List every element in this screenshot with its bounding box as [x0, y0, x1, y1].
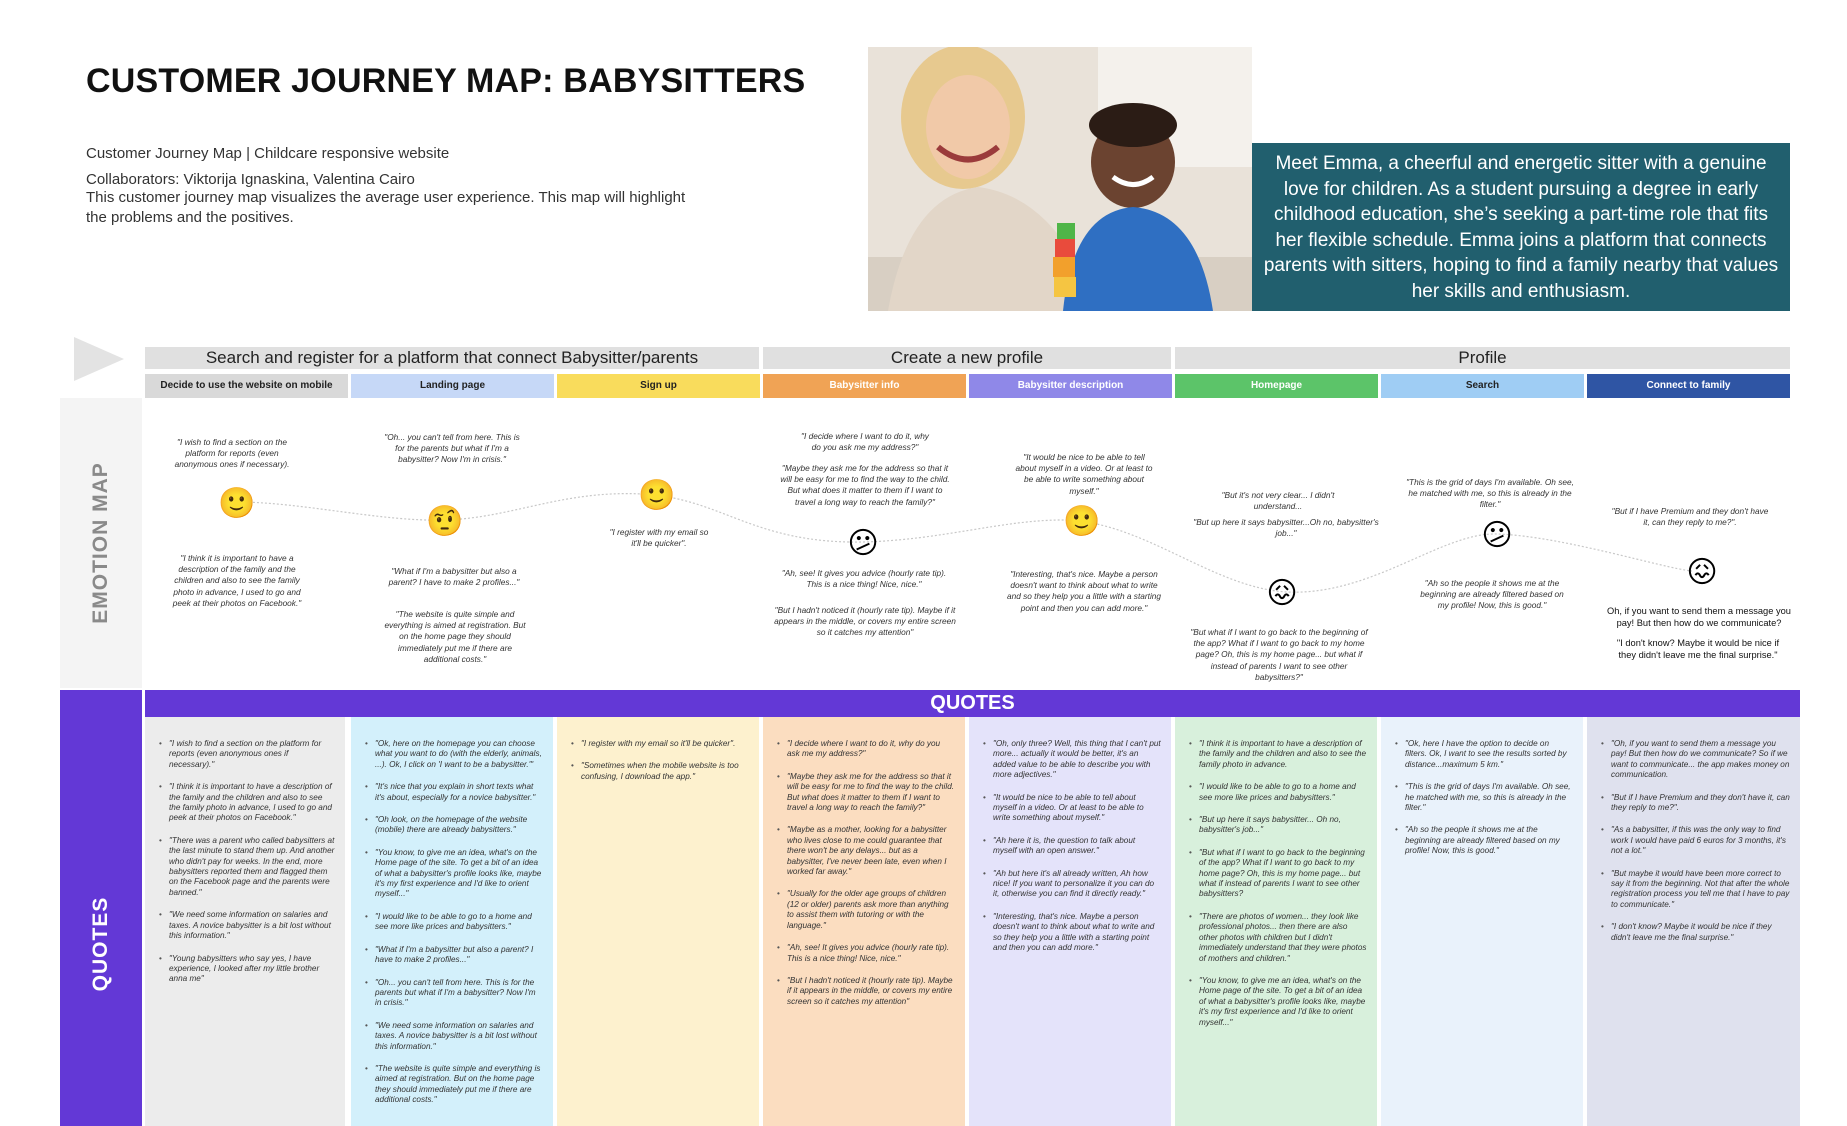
stage-search-register: Search and register for a platform that connect Babysitter/parents — [145, 347, 759, 369]
emotion-note: "It would be nice to be able to tell about myself in a video. Or at least to be able to write something about myself." — [1015, 452, 1153, 496]
quote-item: • "Interesting, that's nice. Maybe a person doesn't want to think about what to write and so they help you a little with a starting point and then you can add more." — [983, 912, 1161, 954]
quote-item: • "What if I'm a babysitter but also a parent? I have to make 2 profiles..." — [365, 945, 543, 966]
quote-item: • "I would like to be able to go to a home and see more like prices and babysitters." — [365, 912, 543, 933]
emotion-note: "Ah so the people it shows me at the beginning are already filtered based on my profile! Now, this is good." — [1420, 578, 1564, 611]
emotion-note: "This is the grid of days I'm available. Oh see, he matched with me, so this is already in the filter." — [1406, 477, 1574, 510]
quote-list — [1395, 739, 1573, 857]
quote-item: • "Oh, if you want to send them a message you pay! But then how do we communicate? So if we want to communicate... the app makes money on communication. — [1601, 739, 1790, 781]
quote-column-3 — [557, 717, 759, 1126]
quote-column-1 — [145, 717, 345, 1126]
emotion-face-confused-icon: 😕 — [847, 526, 879, 561]
quote-item: • "There are photos of women... they look like professional photos... then there are also other photos with children but I didn't immediately understand that they were photos of mothers and children." — [1189, 912, 1367, 964]
stage-profile: Profile — [1175, 347, 1790, 369]
quote-item: • "Ok, here on the homepage you can choose what you want to do (with the elderly, animals, ...). Ok, I click on 'I want to be a babysitter.'" — [365, 739, 543, 770]
collaborators: Collaborators: Viktorija Ignaskina, Valentina Cairo — [86, 171, 415, 188]
quote-item: • "Usually for the older age groups of children (12 or older) parents ask more than anything to assist them with tutoring or with the language." — [777, 889, 955, 931]
step-5: Babysitter description — [969, 374, 1172, 398]
quote-item: • "You know, to give me an idea, what's on the Home page of the site. To get a bit of an idea of what a babysitter's profile looks like, maybe it's my first experience and I'd like to orient myself..." — [1189, 976, 1367, 1028]
quote-item: • "But I hadn't noticed it (hourly rate tip). Maybe if it appears in the middle, or covers my entire screen so it catches my attention" — [777, 976, 955, 1007]
emotion-note: "I register with my email so it'll be quicker". — [609, 527, 709, 549]
quote-column-7 — [1381, 717, 1583, 1126]
emotion-face-frustrated-icon: 😖 — [1686, 555, 1718, 590]
quote-item: • "It's nice that you explain in short texts what it's about, especially for a novice babysitter." — [365, 782, 543, 803]
quote-item: • "This is the grid of days I'm available. Oh see, he matched with me, so this is already in the filter." — [1395, 782, 1573, 813]
quote-item: • "Ah so the people it shows me at the beginning are already filtered based on my profile! Now, this is good." — [1395, 825, 1573, 856]
quote-column-5 — [969, 717, 1171, 1126]
emotion-face-confused-icon: 😕 — [1481, 518, 1513, 553]
step-7: Search — [1381, 374, 1584, 398]
stage-create-profile: Create a new profile — [763, 347, 1171, 369]
photo-illustration — [868, 47, 1252, 311]
quote-list — [777, 739, 955, 1007]
quote-item: • "As a babysitter, if this was the only way to find work I would have paid 6 euros for 3 months, it's not a lot." — [1601, 825, 1790, 856]
quote-column-2 — [351, 717, 553, 1126]
page-subtitle: Customer Journey Map | Childcare responsive website — [86, 145, 450, 162]
quote-item: • "You know, to give me an idea, what's on the Home page of the site. To get a bit of an idea of what a babysitter's profile looks like, maybe it's my first experience and I'd like to orient myself..." — [365, 848, 543, 900]
quote-item: • "Ah, see! It gives you advice (hourly rate tip). This is a nice thing! Nice, nice." — [777, 943, 955, 964]
page-title: CUSTOMER JOURNEY MAP: BABYSITTERS — [86, 62, 806, 100]
quote-item: • "We need some information on salaries and taxes. A novice babysitter is a bit lost without this information." — [159, 910, 335, 941]
quote-item: • "Maybe they ask me for the address so that it will be easy for me to find the way to the child. But what does it matter to them if I want to travel a long way to reach the family?" — [777, 772, 955, 814]
emotion-note: "I think it is important to have a description of the family and the children and also to see the family photo in advance, I used to go and peek at their photos on Facebook." — [172, 553, 302, 608]
quote-item: • "Oh, only three? Well, this thing that I can't put more... actually it would be better, it's an added value to be able to describe you with more adjectives." — [983, 739, 1161, 781]
emotion-face-frustrated-icon: 😖 — [1266, 576, 1298, 611]
emotion-note: "But what if I want to go back to the beginning of the app? What if I want to go back to my home page? Oh, this is my home page... but what if instead of parents I want to see other babysitters?" — [1190, 627, 1368, 682]
step-4: Babysitter info — [763, 374, 966, 398]
quote-list — [983, 739, 1161, 954]
quote-item: • "Ok, here I have the option to decide on filters. Ok, I want to see the results sorted by distance...maximum 5 km." — [1395, 739, 1573, 770]
emotion-face-smile-icon: 🙂 — [218, 486, 256, 521]
quote-item: • "Oh... you can't tell from here. This is for the parents but what if I'm a babysitter? Now I'm in crisis." — [365, 978, 543, 1009]
emotion-note: "I don't know? Maybe it would be nice if they didn't leave me the final surprise." — [1616, 638, 1780, 660]
step-1: Decide to use the website on mobile — [145, 374, 348, 398]
quote-item: • "I register with my email so it'll be quicker". — [571, 739, 749, 749]
journey-arrow-icon — [74, 337, 124, 381]
emotion-face-smile-icon: 🙂 — [1063, 504, 1101, 539]
quote-list — [571, 739, 749, 782]
step-2: Landing page — [351, 374, 554, 398]
quote-item: • "Ah but here it's all already written, Ah how nice! If you want to personalize it you can do it, otherwise you can find it directly ready." — [983, 869, 1161, 900]
step-3: Sign up — [557, 374, 760, 398]
emotion-note: "Interesting, that's nice. Maybe a person doesn't want to think about what to write and so they help you a little with a starting point and then you can add more." — [1006, 569, 1162, 613]
quote-item: • "But what if I want to go back to the beginning of the app? What if I want to go back to my home page? Oh, this is my home page... but what if instead of parents I want to see other babysitters? — [1189, 848, 1367, 900]
emotion-note: "But up here it says babysitter...Oh no, babysitter's job..." — [1193, 517, 1379, 539]
quote-item: • "There was a parent who called babysitters at the last minute to stand them up. And another who didn't pay for weeks. In the end, more babysitters reported them and flagged them on the Facebook page and the parents were banned." — [159, 836, 335, 898]
quote-item: • "We need some information on salaries and taxes. A novice babysitter is a bit lost without this information." — [365, 1021, 543, 1052]
emotion-note: "I decide where I want to do it, why do you ask me my address?" — [801, 431, 929, 453]
quote-item: • "Sometimes when the mobile website is too confusing, I download the app." — [571, 761, 749, 782]
quote-list — [1189, 739, 1367, 1028]
quote-item: • "Young babysitters who say yes, I have experience, I looked after my little brother anna me" — [159, 954, 335, 985]
quotes-header: QUOTES — [145, 690, 1800, 717]
quote-list — [159, 739, 335, 985]
persona-description: Meet Emma, a cheerful and energetic sitter with a genuine love for children. As a student pursuing a degree in early childhood education, she’s seeking a part-time role that fits her flexible schedule. Emma joins a platform that connects parents with sitters, hoping to find a family nearby that values her skills and enthusiasm. — [1252, 143, 1790, 311]
emotion-note: "Oh... you can't tell from here. This is for the parents but what if I'm a babysitter? Now I'm in crisis." — [384, 432, 520, 465]
quote-column-4 — [763, 717, 965, 1126]
emotion-note: "But I hadn't noticed it (hourly rate tip). Maybe if it appears in the middle, or covers my entire screen so it catches my attention" — [774, 605, 956, 638]
quote-item: • "But if I have Premium and they don't have it, can they reply to me?". — [1601, 793, 1790, 814]
quote-column-6 — [1175, 717, 1377, 1126]
emotion-note: "The website is quite simple and everything is aimed at registration. But on the home page they should immediately put me if there are additional costs." — [384, 609, 526, 664]
emotion-note: "What if I'm a babysitter but also a parent? I have to make 2 profiles..." — [388, 566, 520, 588]
quote-item: • "I think it is important to have a description of the family and the children and also to see the family photo in advance, I used to go and peek at their photos on Facebook." — [159, 782, 335, 824]
step-8: Connect to family — [1587, 374, 1790, 398]
quote-item: • "But up here it says babysitter... Oh no, babysitter's job..." — [1189, 815, 1367, 836]
quote-item: • "But maybe it would have been more correct to say it from the beginning. Not that after the whole registration process you tell me that I have to pay to communicate." — [1601, 869, 1790, 911]
emotion-face-raised-eyebrow-icon: 🤨 — [426, 504, 464, 539]
quote-list — [1601, 739, 1790, 943]
quote-item: • "I don't know? Maybe it would be nice if they didn't leave me the final surprise." — [1601, 922, 1790, 943]
emotion-face-smile-icon: 🙂 — [638, 478, 676, 513]
quote-item: • "Oh look, on the homepage of the website (mobile) there are already babysitters." — [365, 815, 543, 836]
quote-item: • "It would be nice to be able to tell about myself in a video. Or at least to be able to write something about myself." — [983, 793, 1161, 824]
quote-item: • "I wish to find a section on the platform for reports (even anonymous ones if necessary)." — [159, 739, 335, 770]
emotion-note: "I wish to find a section on the platform for reports (even anonymous ones if necessary). — [174, 437, 290, 470]
emotion-note: "Ah, see! It gives you advice (hourly rate tip). This is a nice thing! Nice, nice." — [781, 568, 947, 590]
emotion-note: "Maybe they ask me for the address so that it will be easy for me to find the way to the child. But what does it matter to them if I want to travel a long way to reach the family?" — [780, 463, 950, 507]
step-6: Homepage — [1175, 374, 1378, 398]
quote-item: • "The website is quite simple and everything is aimed at registration. But on the home page they should immediately put me if there are additional costs." — [365, 1064, 543, 1106]
emotion-note: "But it's not very clear... I didn't understand... — [1221, 490, 1335, 512]
quotes-side-label: QUOTES — [60, 690, 142, 1126]
quote-item: • "I would like to be able to go to a home and see more like prices and babysitters." — [1189, 782, 1367, 803]
quote-item: • "I think it is important to have a description of the family and the children and also to see the family photo in advance. — [1189, 739, 1367, 770]
map-description: This customer journey map visualizes the average user experience. This map will highlight the problems and the positives. — [86, 189, 686, 226]
emotion-map-side-label: EMOTION MAP — [60, 398, 142, 688]
quote-column-8 — [1587, 717, 1800, 1126]
quote-item: • "Maybe as a mother, looking for a babysitter who lives close to me could guarantee that there won't be any delays... but as a babysitter, I've never been late, even when I worked far away." — [777, 825, 955, 877]
quote-list — [365, 739, 543, 1106]
emotion-note: "But if I have Premium and they don't have it, can they reply to me?". — [1611, 506, 1769, 528]
quote-item: • "I decide where I want to do it, why do you ask me my address?" — [777, 739, 955, 760]
persona-photo — [868, 47, 1252, 311]
emotion-note: Oh, if you want to send them a message you pay! But then how do we communicate? — [1607, 606, 1791, 628]
quote-item: • "Ah here it is, the question to talk about myself with an open answer." — [983, 836, 1161, 857]
